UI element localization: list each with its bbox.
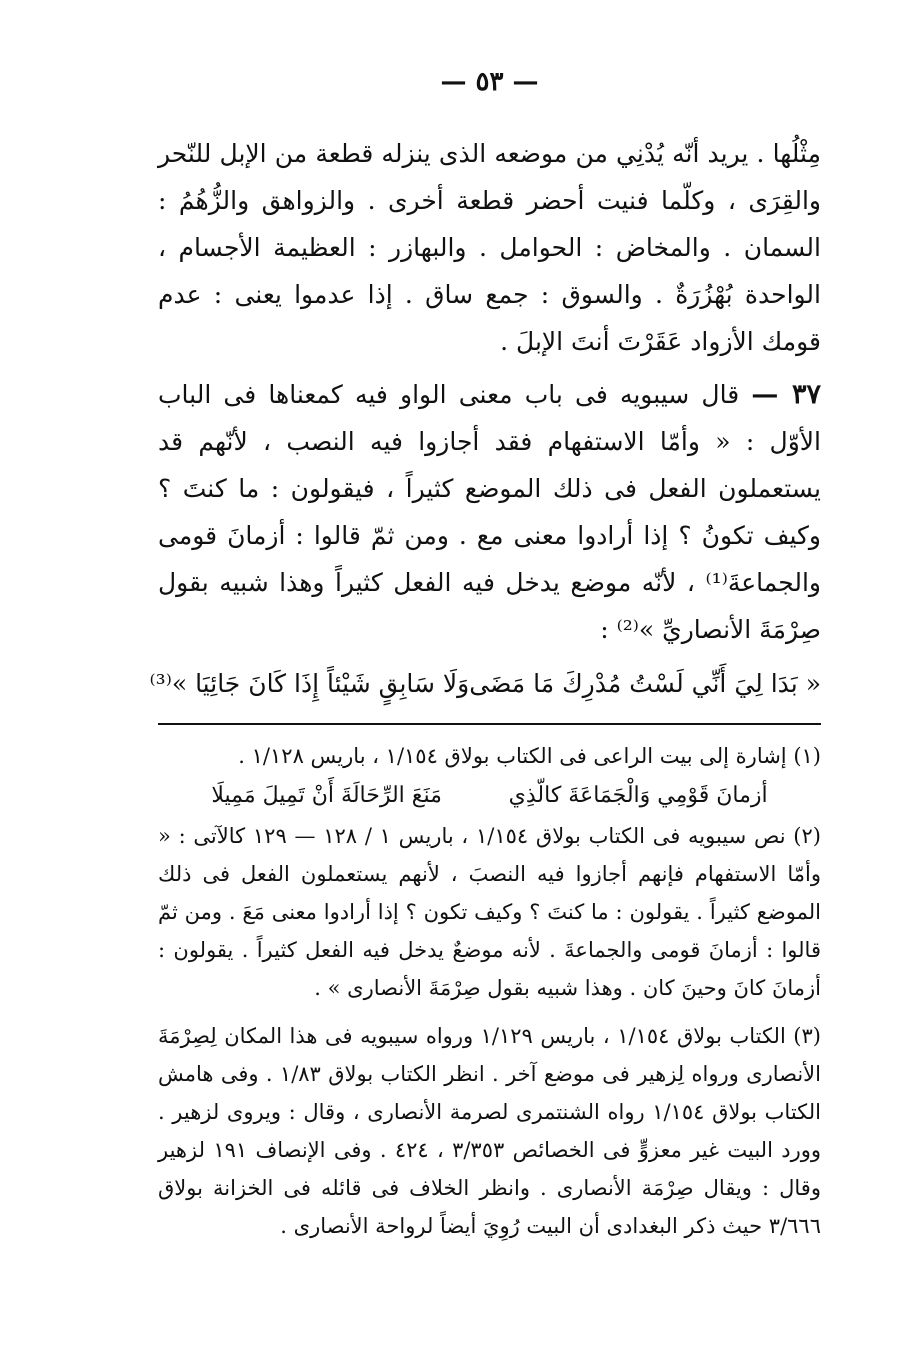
paragraph-continuation: مِثْلُها . يريد أنّه يُدْنِي من موضعه الذى ينزله قطعة من الإبل للنّحر والقِرَى ، وكلّما فنيت أحضر قطعة أخرى . والزواهق والزُّهُمُ : السمان . والمخاض : الحوامل . والبهازر : العظيمة الأجسام ، الواحدة بُهْزُرَةٌ . والسوق : جمع ساق . إذا عدموا يعنى : عدم قومك الأزواد عَقَرْتَ أنتَ الإبلَ . xyxy=(158,139,821,356)
verse-first-hemistich: « بَدَا لِيَ أَنِّي لَسْتُ مُدْرِكَ مَا مَضَى xyxy=(469,669,821,698)
verse-second-hemistich: وَلَا سَابِقٍ شَيْئاً إِذَا كَانَ جَائِيَا »⁽³⁾ xyxy=(149,669,470,698)
footnote-1-verse xyxy=(158,775,821,817)
footnote-verse-first-hemistich: أزمانَ قَوْمِي وَالْجَمَاعَةَ كالّذِي xyxy=(508,783,768,808)
footnote-1: (١) إشارة إلى بيت الراعى فى الكتاب بولاق ١/١٥٤ ، باريس ١/١٢٨ . xyxy=(238,744,821,768)
footnote-3: (٣) الكتاب بولاق ١/١٥٤ ، باريس ١/١٢٩ ورواه سيبويه فى هذا المكان لِصِرْمَةَ الأنصارى ورواه لِزهير فى موضع آخر . انظر الكتاب بولاق ١/٨٣ . وفى هامش الكتاب بولاق ١/١٥٤ رواه الشنتمرى لصرمة الأنصارى ، وقال : ويروى لزهير . وورد البيت غير معزوٍّ فى الخصائص ٣/٣٥٣ ، ٤٢٤ . وفى الإنصاف ١٩١ لزهير وقال : ويقال صِرْمَة الأنصارى . وانظر الخلاف فى قائله فى الخزانة بولاق ٣/٦٦٦ حيث ذكر البغدادى أن البيت رُوِيَ أيضاً لرواحة الأنصارى . xyxy=(158,1024,821,1238)
footnotes xyxy=(158,737,821,1245)
footnote-verse-second-hemistich: مَنَعَ الرِّحَالَةَ أَنْ تَمِيلَ مَمِيلَا xyxy=(211,783,442,808)
footnote-divider xyxy=(158,723,821,725)
main-text xyxy=(149,130,822,709)
paragraph-37-text: قال سيبويه فى باب معنى الواو فيه كمعناها فى الباب الأوّل : « وأمّا الاستفهام فقد أجازوا فيه النصب ، لأنّهم قد يستعملون الفعل فى ذلك الموضع كثيراً ، فيقولون : ما كنتَ ؟ وكيف تكونُ ؟ إذا أرادوا معنى مع . ومن ثمّ قالوا : أزمانَ قومى والجماعةَ⁽¹⁾ ، لأنّه موضع يدخل فيه الفعل كثيراً وهذا شبيه بقول صِرْمَةَ الأنصاريِّ »⁽²⁾ : xyxy=(158,380,821,644)
page-number: — ٥٣ — xyxy=(440,67,539,97)
paragraph-37 xyxy=(158,371,821,653)
footnote-2: (٢) نص سيبويه فى الكتاب بولاق ١/١٥٤ ، باريس ١ / ١٢٨ — ١٢٩ كالآتى : « وأمّا الاستفهام فإنهم أجازوا فيه النصبَ ، لأنهم يستعملون الفعل فى ذلك الموضع كثيراً . يقولون : ما كنتَ ؟ وكيف تكون ؟ إذا أرادوا معنى مَعَ . ومن ثمّ قالوا : أزمانَ قومى والجماعةَ . لأنه موضعٌ يدخل فيه الفعل كثيراً . يقولون : أزمانَ كانَ وحينَ كان . وهذا شبيه بقول صِرْمَةَ الأنصارى » . xyxy=(158,824,821,1000)
poem-verse xyxy=(149,659,821,709)
paragraph-number: ٣٧ — xyxy=(751,379,822,410)
